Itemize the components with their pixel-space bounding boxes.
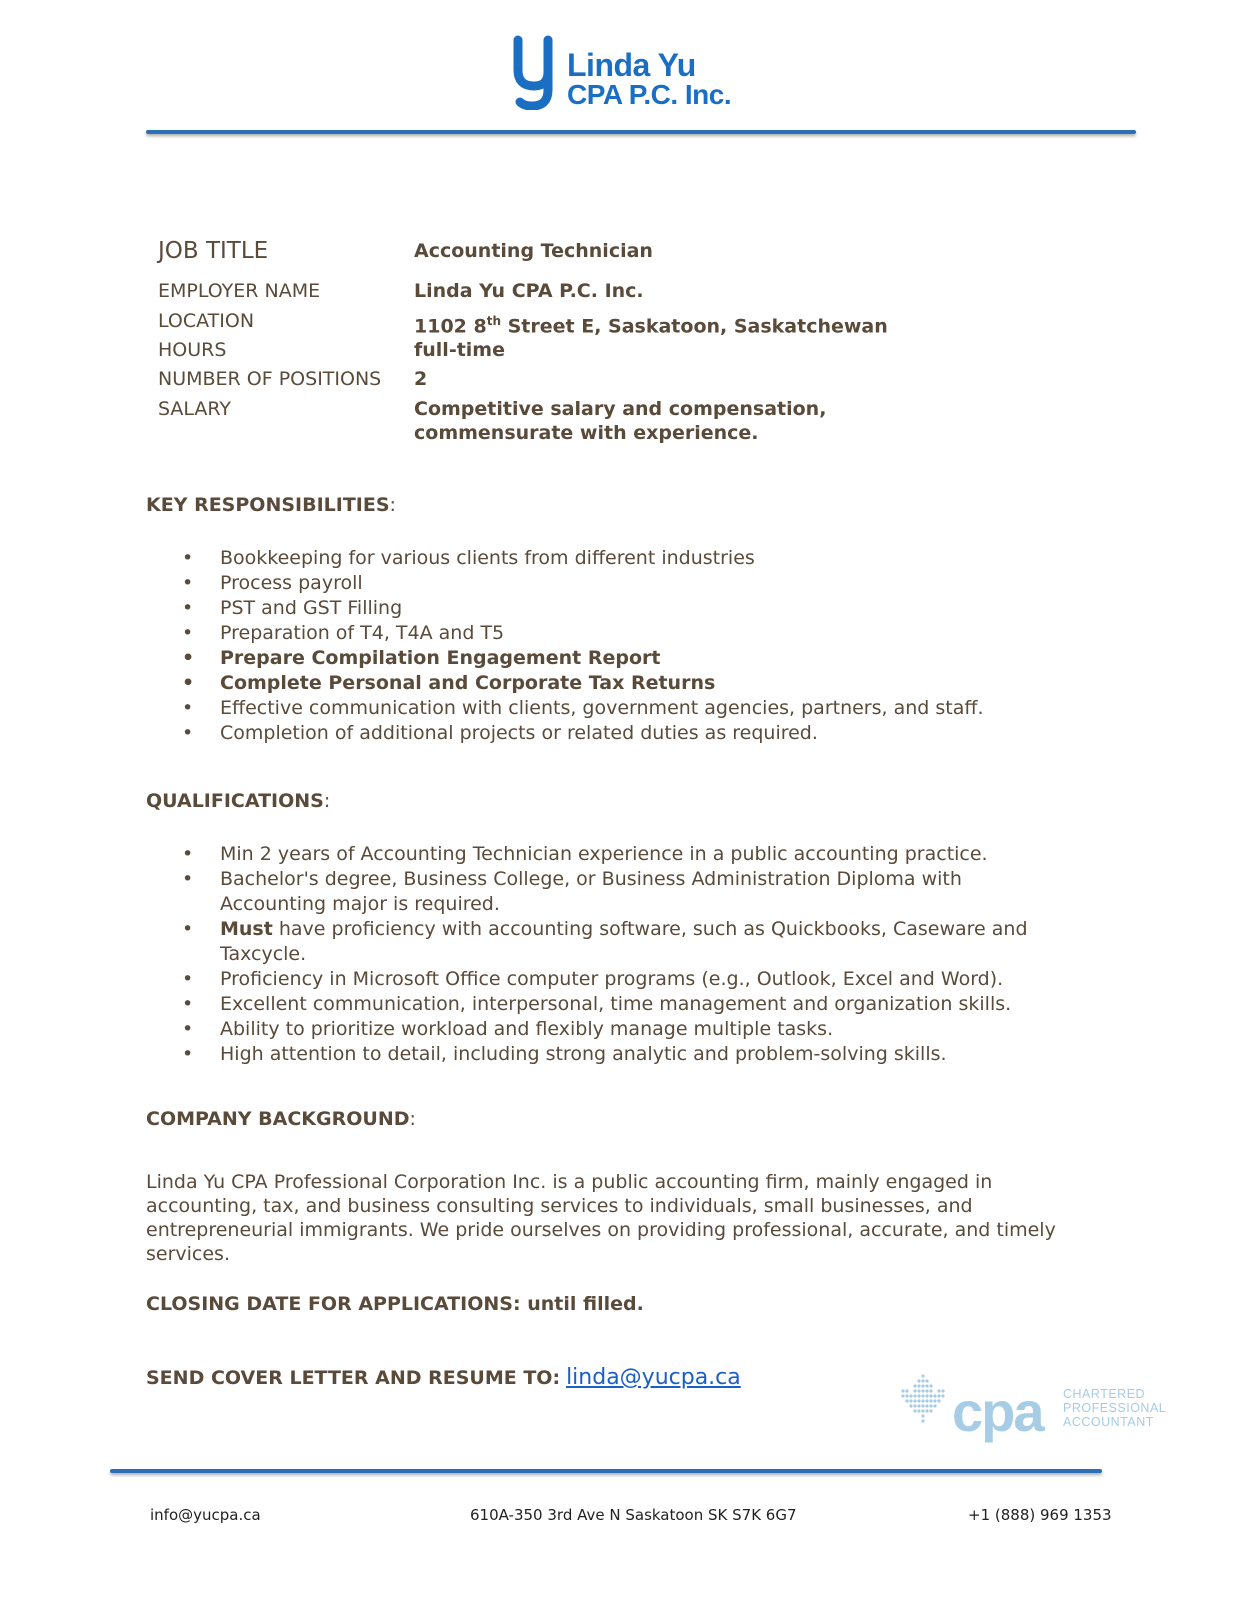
list-item: • Excellent communication, interpersonal, time management and organization skills.: [182, 993, 1012, 1015]
salary-row: [158, 394, 1058, 445]
footer-email[interactable]: info@yucpa.ca: [150, 1506, 261, 1524]
logo-name: Linda Yu: [567, 47, 696, 83]
list-item: • Completion of additional projects or related duties as required.: [182, 722, 818, 744]
closing-date: CLOSING DATE FOR APPLICATIONS: until filled.: [146, 1293, 644, 1315]
list-item: • Proficiency in Microsoft Office computer programs (e.g., Outlook, Excel and Word).: [182, 968, 1004, 990]
company-logo: [512, 34, 752, 114]
background-paragraph: Linda Yu CPA Professional Corporation Inc. is a public accounting firm, mainly engaged in accounting, tax, and business consulting services to individuals, small businesses, and entrepreneurial immigrants. We pride ourselves on providing professional, accurate, and timely services.: [146, 1171, 1056, 1265]
footer-divider: [110, 1469, 1102, 1473]
hours-label: HOURS: [158, 339, 227, 361]
must-emphasis: Must: [220, 918, 273, 940]
list-item: • PST and GST Filling: [182, 597, 403, 619]
job-title-row: [158, 236, 1058, 276]
job-info-table: [158, 236, 1058, 445]
cpa-wordmark: cpa: [952, 1380, 1043, 1443]
list-item: • Preparation of T4, T4A and T5: [182, 622, 505, 644]
employer-label: EMPLOYER NAME: [158, 280, 321, 302]
list-item: • Bookkeeping for various clients from different industries: [182, 547, 755, 569]
list-item: • Effective communication with clients, government agencies, partners, and staff.: [182, 697, 984, 719]
list-item: • Prepare Compilation Engagement Report: [182, 647, 661, 669]
send-label: SEND COVER LETTER AND RESUME TO:: [146, 1367, 561, 1389]
cpa-subtitle: CHARTERED PROFESSIONAL ACCOUNTANT: [1063, 1387, 1167, 1429]
header-divider: [146, 130, 1136, 134]
list-item: • Must have proficiency with accounting software, such as Quickbooks, Caseware and Taxcycle.: [182, 918, 1028, 965]
email-link[interactable]: linda@yucpa.ca: [566, 1365, 741, 1390]
positions-value: 2: [414, 368, 428, 390]
logo-suffix: CPA P.C. Inc.: [567, 79, 732, 110]
salary-value: Competitive salary and compensation, commensurate with experience.: [414, 398, 827, 444]
location-street: Street E, Saskatoon, Saskatchewan: [501, 315, 888, 338]
responsibilities-list: [146, 546, 1106, 746]
qualifications-list: [146, 842, 1106, 1067]
job-title-label: JOB TITLE: [158, 238, 269, 264]
responsibilities-heading: KEY RESPONSIBILITIES:: [146, 494, 396, 516]
employer-value: Linda Yu CPA P.C. Inc.: [414, 280, 644, 302]
positions-label: NUMBER OF POSITIONS: [158, 368, 382, 390]
footer-phone[interactable]: +1 (888) 969 1353: [968, 1506, 1112, 1524]
cpa-logo: [895, 1370, 1175, 1460]
maple-leaf-dots-icon: [895, 1370, 951, 1450]
qualifications-heading: QUALIFICATIONS:: [146, 790, 331, 812]
location-number: 1102 8: [414, 315, 487, 338]
salary-label: SALARY: [158, 398, 232, 420]
employer-row: [158, 276, 1058, 306]
hours-value: full-time: [414, 339, 505, 361]
positions-row: [158, 364, 1058, 394]
job-title-value: Accounting Technician: [414, 240, 653, 262]
list-item: • Process payroll: [182, 572, 363, 594]
list-item: • Bachelor's degree, Business College, or Business Administration Diploma with Accounting major is required.: [182, 868, 962, 915]
list-item: • Min 2 years of Accounting Technician experience in a public accounting practice.: [182, 843, 988, 865]
location-row: [158, 306, 1058, 336]
footer-address: 610A-350 3rd Ave N Saskatoon SK S7K 6G7: [470, 1506, 797, 1524]
location-value: [414, 306, 1058, 336]
list-item: • High attention to detail, including strong analytic and problem-solving skills.: [182, 1043, 947, 1065]
background-heading: COMPANY BACKGROUND:: [146, 1108, 416, 1130]
location-superscript: th: [486, 314, 501, 328]
send-application: [146, 1365, 741, 1390]
hours-row: [158, 336, 1058, 364]
y-logo-icon: [512, 34, 564, 110]
list-item: • Ability to prioritize workload and flexibly manage multiple tasks.: [182, 1018, 834, 1040]
list-item: • Complete Personal and Corporate Tax Returns: [182, 672, 716, 694]
location-label: LOCATION: [158, 310, 255, 332]
